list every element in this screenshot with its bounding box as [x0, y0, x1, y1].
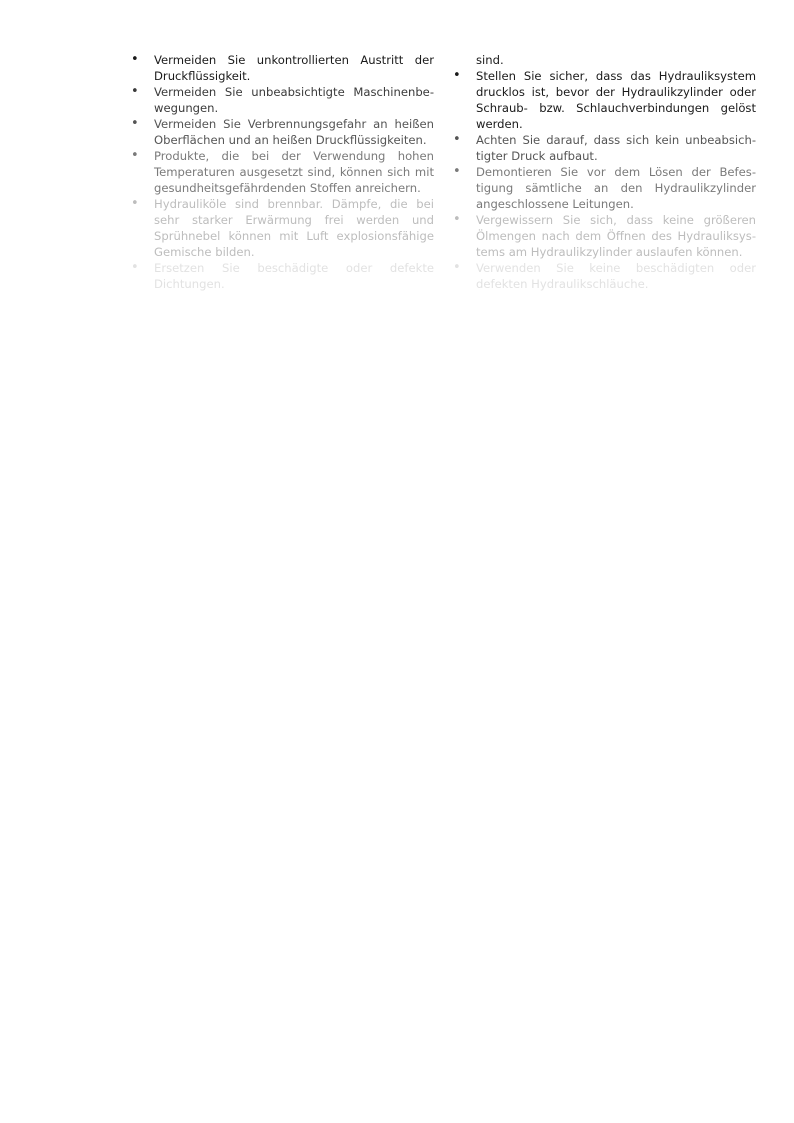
list-item: • Achten Sie darauf, dass sich kein unbeabsichtigter Druck aufbaut.	[476, 132, 756, 164]
list-item: • Demontieren Sie vor dem Lösen der Befestigung sämtliche an den Hydraulikzylinder angeschlossene Leitungen.	[476, 164, 756, 212]
list-item: • Vermeiden Sie unbeabsichtigte Maschinenbewegungen.	[154, 84, 434, 116]
list-item: • Ersetzen Sie beschädigte oder defekte Dichtungen.	[154, 260, 434, 274]
list-item: • Vergewissern Sie sich, dass keine größeren Ölmengen nach dem Öffnen des Hydrauliksystems am Hydraulikzylinder auslaufen können.	[476, 212, 756, 260]
list-item: • Stellen Sie sicher, dass das Hydrauliksystem drucklos ist, bevor der Hydraulikzylinder oder Schraub- bzw. Schlauchverbindungen gelöst werden.	[476, 68, 756, 132]
list-item: • Produkte, die bei der Verwendung hohen Temperaturen ausgesetzt sind, können sich mit gesundheitsgefährdenden Stoffen anreichern.	[154, 148, 434, 196]
right-column-list	[476, 52, 756, 291]
list-item: • Verwenden Sie keine beschädigten oder defekten Hydraulikschläuche.	[476, 260, 756, 274]
left-column-list	[154, 52, 434, 291]
list-item: • Hydrauliköle sind brennbar. Dämpfe, die bei sehr starker Erwärmung frei werden und Sprühnebel können mit Luft explosionsfähige Gemische bilden.	[154, 196, 434, 260]
list-item-continuation: sind.	[476, 53, 504, 67]
list-item: • Vermeiden Sie Verbrennungsgefahr an heißen Oberflächen und an heißen Druckflüssigkeiten.	[154, 116, 434, 148]
list-item: • Vermeiden Sie unkontrollierten Austritt der Druckflüssigkeit.	[154, 52, 434, 84]
